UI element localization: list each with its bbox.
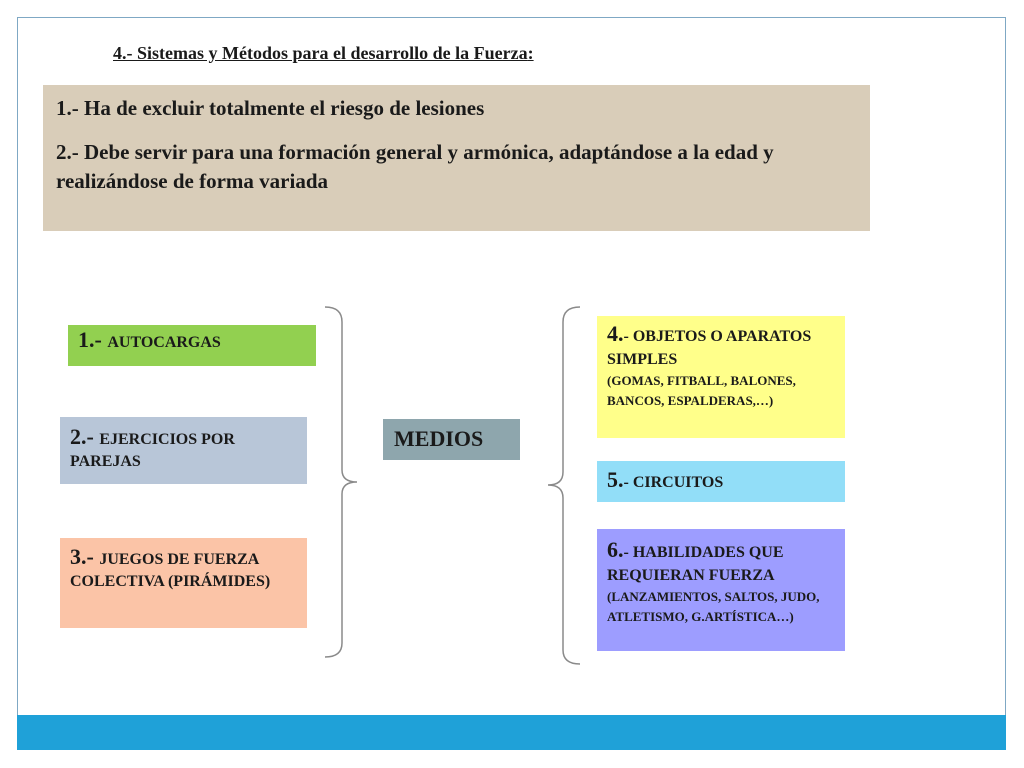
left-item-autocargas: 1.- AUTOCARGAS <box>68 325 316 366</box>
slide-title: 4.- Sistemas y Métodos para el desarrollo de la Fuerza: <box>113 43 534 63</box>
right-item-detail: (LANZAMIENTOS, SALTOS, JUDO, ATLETISMO, G.ARTÍSTICA…) <box>607 589 820 624</box>
right-item-detail: (GOMAS, FITBALL, BALONES, BANCOS, ESPALDERAS,…) <box>607 373 796 408</box>
center-node-medios: MEDIOS <box>383 419 520 460</box>
left-item-ejercicios-por-parejas: 2.- EJERCICIOS POR PAREJAS <box>60 417 307 484</box>
principles-box <box>43 85 870 231</box>
right-item-circuitos: 5.- CIRCUITOS <box>597 461 845 502</box>
principle-1: 1.- Ha de excluir totalmente el riesgo de lesiones <box>56 96 485 120</box>
principle-2: 2.- Debe servir para una formación general y armónica, adaptándose a la edad y realizándose de forma variada <box>56 140 774 193</box>
left-item-juegos-fuerza-colectiva: 3.- JUEGOS DE FUERZA COLECTIVA (PIRÁMIDES) <box>60 538 307 628</box>
bottom-bar <box>17 715 1006 750</box>
right-item-habilidades: 6.- HABILIDADES QUE REQUIERAN FUERZA (LANZAMIENTOS, SALTOS, JUDO, ATLETISMO, G.ARTÍSTICA…) <box>597 529 845 651</box>
right-item-objetos-aparatos: 4.- OBJETOS O APARATOS SIMPLES (GOMAS, FITBALL, BALONES, BANCOS, ESPALDERAS,…) <box>597 316 845 438</box>
